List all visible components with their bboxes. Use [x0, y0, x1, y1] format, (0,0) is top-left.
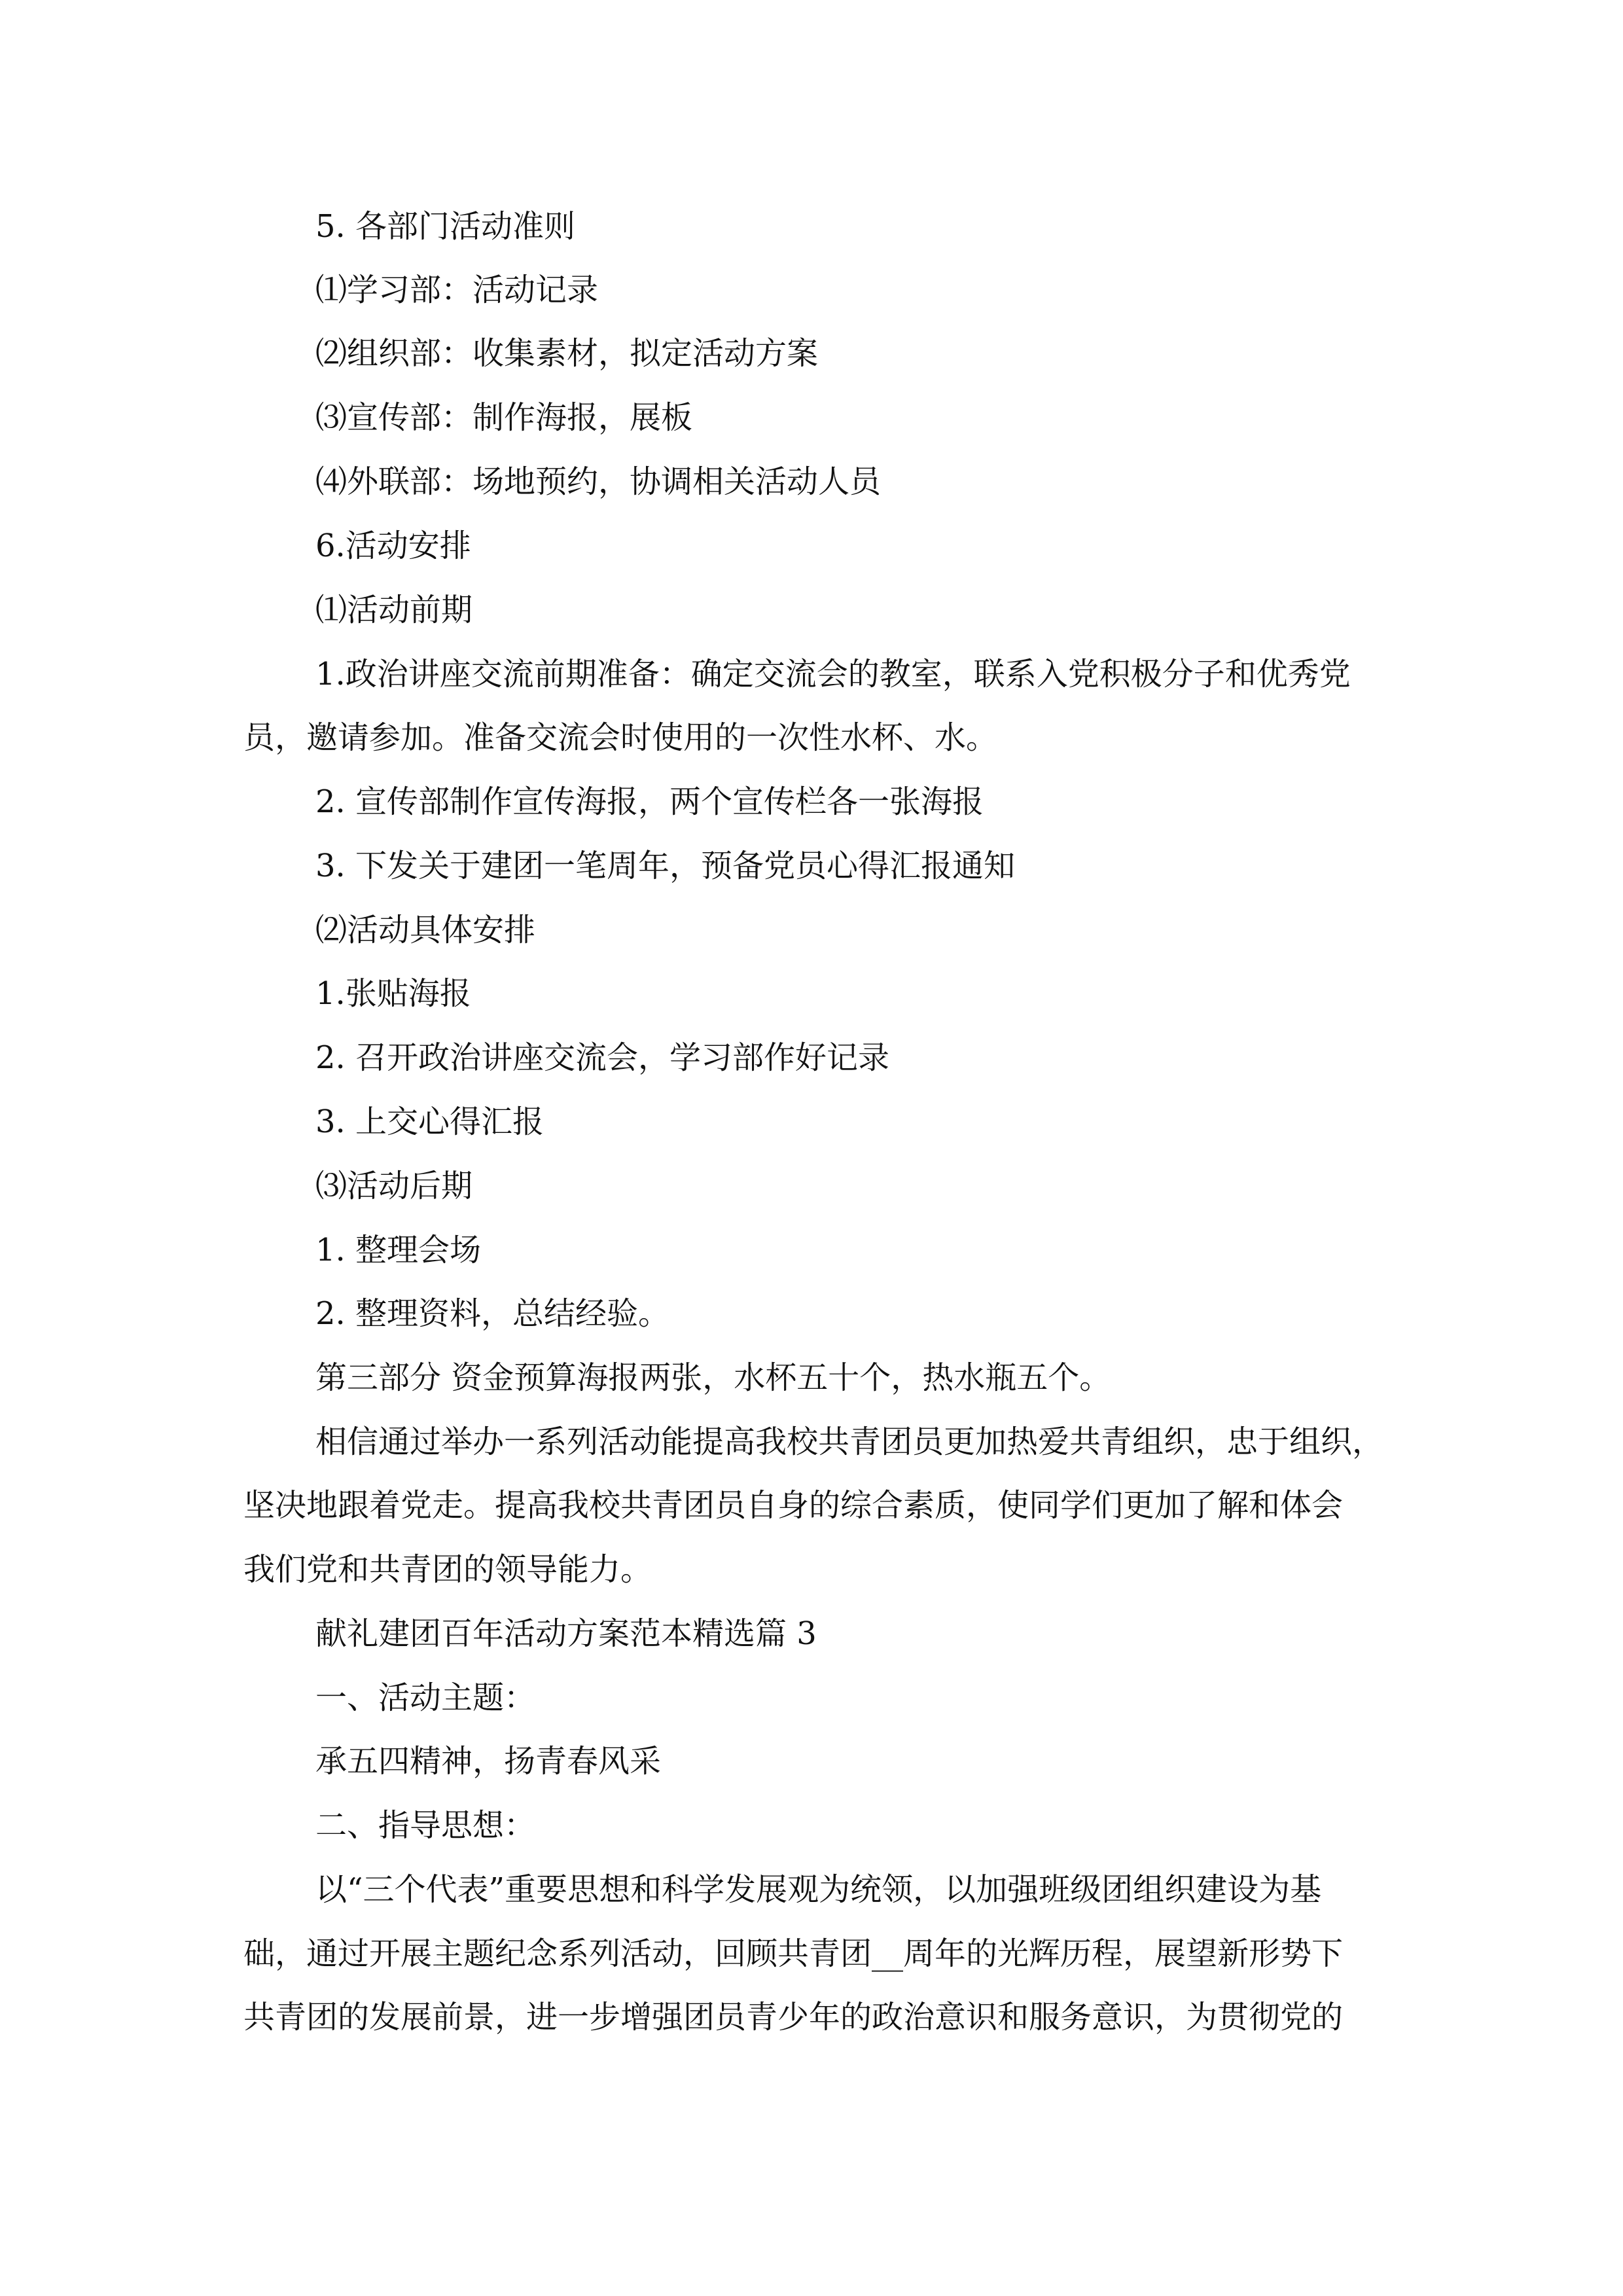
text-line: ⑵组织部：收集素材，拟定活动方案 — [315, 335, 819, 372]
text-line: 1.张贴海报 — [315, 975, 471, 1012]
text-line: ⑶宣传部：制作海报，展板 — [315, 399, 693, 436]
text-line: ⑴活动前期 — [315, 592, 473, 628]
text-line: 我们党和共青团的领导能力。 — [243, 1551, 652, 1588]
text-line: 2. 整理资料，总结经验。 — [315, 1295, 670, 1332]
text-line: 2. 宣传部制作宣传海报，两个宣传栏各一张海报 — [315, 783, 984, 820]
text-line: 员，邀请参加。准备交流会时使用的一次性水杯、水。 — [243, 719, 998, 756]
text-line: 承五四精神，扬青春风采 — [315, 1743, 662, 1780]
text-line: 坚决地跟着党走。提高我校共青团员自身的综合素质，使同学们更加了解和体会 — [243, 1487, 1344, 1524]
text-line: 一、活动主题： — [315, 1679, 536, 1716]
text-line: 1. 整理会场 — [315, 1232, 482, 1268]
text-line: 共青团的发展前景，进一步增强团员青少年的政治意识和服务意识，为贯彻党的 — [243, 1999, 1344, 2036]
text-line: ⑴学习部：活动记录 — [315, 272, 599, 308]
text-line: ⑵活动具体安排 — [315, 912, 536, 948]
text-line: 第三部分 资金预算海报两张，水杯五十个，热水瓶五个。 — [315, 1359, 1111, 1396]
text-line: 以“三个代表”重要思想和科学发展观为统领，以加强班级团组织建设为基 — [315, 1871, 1322, 1908]
text-line: 二、指导思想： — [315, 1807, 536, 1844]
text-line: 6.活动安排 — [315, 528, 471, 564]
text-line: 3. 上交心得汇报 — [315, 1103, 544, 1140]
text-line: 2. 召开政治讲座交流会，学习部作好记录 — [315, 1039, 890, 1076]
text-line: ⑷外联部：场地预约，协调相关活动人员 — [315, 463, 882, 500]
text-line: 础，通过开展主题纪念系列活动，回顾共青团__周年的光辉历程，展望新形势下 — [243, 1935, 1344, 1972]
text-line: 1.政治讲座交流前期准备：确定交流会的教室，联系入党积极分子和优秀党 — [315, 656, 1351, 692]
text-line: 相信通过举办一系列活动能提高我校共青团员更加热爱共青组织，忠于组织， — [315, 1424, 1384, 1460]
text-line: ⑶活动后期 — [315, 1168, 473, 1204]
text-line: 3. 下发关于建团一笔周年，预备党员心得汇报通知 — [315, 848, 1016, 884]
text-line: 5. 各部门活动准则 — [315, 208, 576, 245]
section-heading: 献礼建团百年活动方案范本精选篇 3 — [315, 1615, 817, 1652]
